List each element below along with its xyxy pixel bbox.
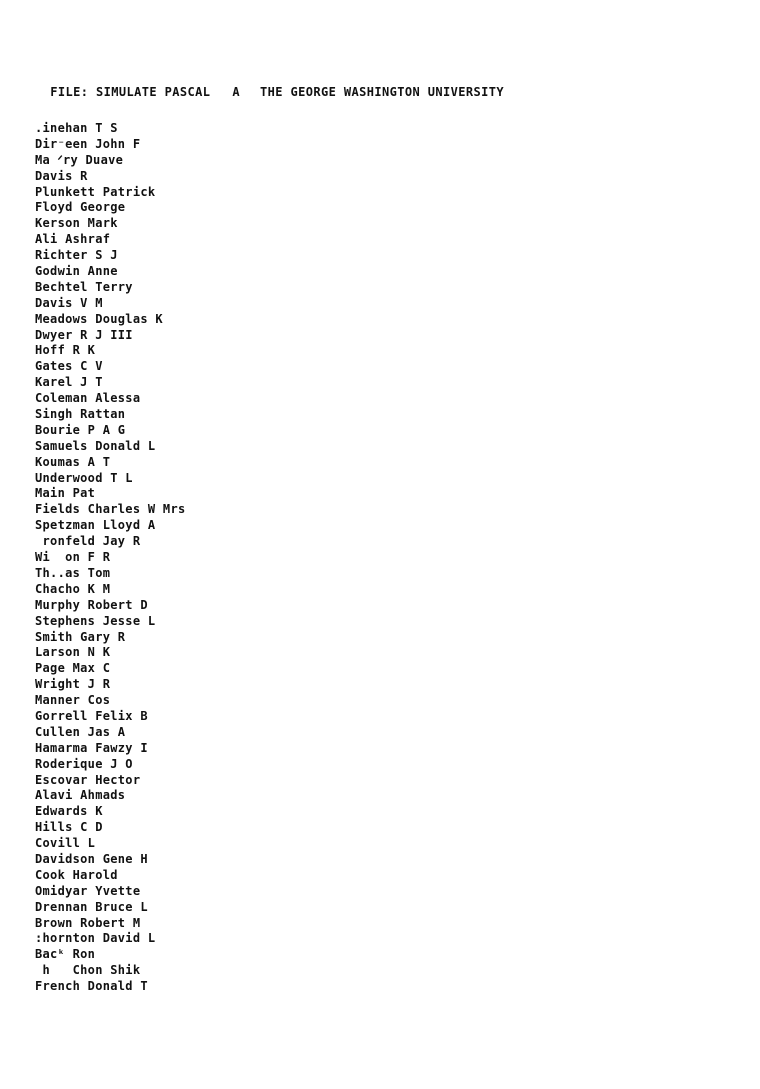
- file-header: [35, 71, 504, 99]
- list-item: Stephens Jesse L: [35, 613, 156, 628]
- list-item: Hamarma Fawzy I: [35, 740, 148, 755]
- list-item: Roderique J O: [35, 756, 133, 771]
- name-list: [35, 121, 186, 995]
- list-item: Ali Ashraf: [35, 232, 111, 247]
- list-item: Ma ᐟry Duave: [35, 152, 124, 167]
- list-item: Cook Harold: [35, 867, 118, 882]
- file-mode: A: [232, 85, 240, 99]
- list-item: ronfeld Jay R: [35, 534, 141, 549]
- list-item: Davis V M: [35, 295, 103, 310]
- list-item: Coleman Alessa: [35, 391, 141, 406]
- list-item: Richter S J: [35, 248, 118, 263]
- list-item: Omidyar Yvette: [35, 883, 141, 898]
- list-item: Godwin Anne: [35, 264, 118, 279]
- list-item: Meadows Douglas K: [35, 311, 163, 326]
- list-item: Davidson Gene H: [35, 851, 148, 866]
- list-item: :hornton David L: [35, 931, 156, 946]
- list-item: Hoff R K: [35, 343, 96, 358]
- list-item: Murphy Robert D: [35, 597, 148, 612]
- file-label: FILE: SIMULATE PASCAL: [50, 85, 211, 99]
- list-item: Chacho K M: [35, 581, 111, 596]
- list-item: Smith Gary R: [35, 629, 126, 644]
- list-item: Dwyer R J III: [35, 327, 133, 342]
- list-item: Manner Cos: [35, 693, 111, 708]
- list-item: Underwood T L: [35, 470, 133, 485]
- list-item: Alavi Ahmads: [35, 788, 126, 803]
- list-item: Hills C D: [35, 820, 103, 835]
- list-item: Brown Robert M: [35, 915, 141, 930]
- list-item: Page Max C: [35, 661, 111, 676]
- list-item: Gates C V: [35, 359, 103, 374]
- list-item: Larson N K: [35, 645, 111, 660]
- list-item: Covill L: [35, 836, 96, 851]
- list-item: Dir⁻een John F: [35, 136, 141, 151]
- list-item: Singh Rattan: [35, 407, 126, 422]
- list-item: Kerson Mark: [35, 216, 118, 231]
- list-item: Karel J T: [35, 375, 103, 390]
- list-item: Floyd George: [35, 200, 126, 215]
- list-item: Fields Charles W Mrs: [35, 502, 186, 517]
- list-item: Plunkett Patrick: [35, 184, 156, 199]
- list-item: Spetzman Lloyd A: [35, 518, 156, 533]
- list-item: Bourie P A G: [35, 422, 126, 437]
- list-item: Gorrell Felix B: [35, 708, 148, 723]
- list-item: Escovar Hector: [35, 772, 141, 787]
- list-item: Edwards K: [35, 804, 103, 819]
- list-item: Samuels Donald L: [35, 438, 156, 453]
- list-item: Davis R: [35, 168, 88, 183]
- list-item: Main Pat: [35, 486, 96, 501]
- institution-name: THE GEORGE WASHINGTON UNIVERSITY: [260, 85, 504, 99]
- list-item: Bacᵏ Ron: [35, 947, 96, 962]
- list-item: Wi on F R: [35, 550, 111, 565]
- list-item: Cullen Jas A: [35, 724, 126, 739]
- list-item: Koumas A T: [35, 454, 111, 469]
- list-item: Th..as Tom: [35, 565, 111, 580]
- list-item: .inehan T S: [35, 121, 118, 135]
- list-item: Drennan Bruce L: [35, 899, 148, 914]
- list-item: Bechtel Terry: [35, 279, 133, 294]
- list-item: French Donald T: [35, 979, 148, 994]
- list-item: Wright J R: [35, 677, 111, 692]
- list-item: h Chon Shik: [35, 963, 141, 978]
